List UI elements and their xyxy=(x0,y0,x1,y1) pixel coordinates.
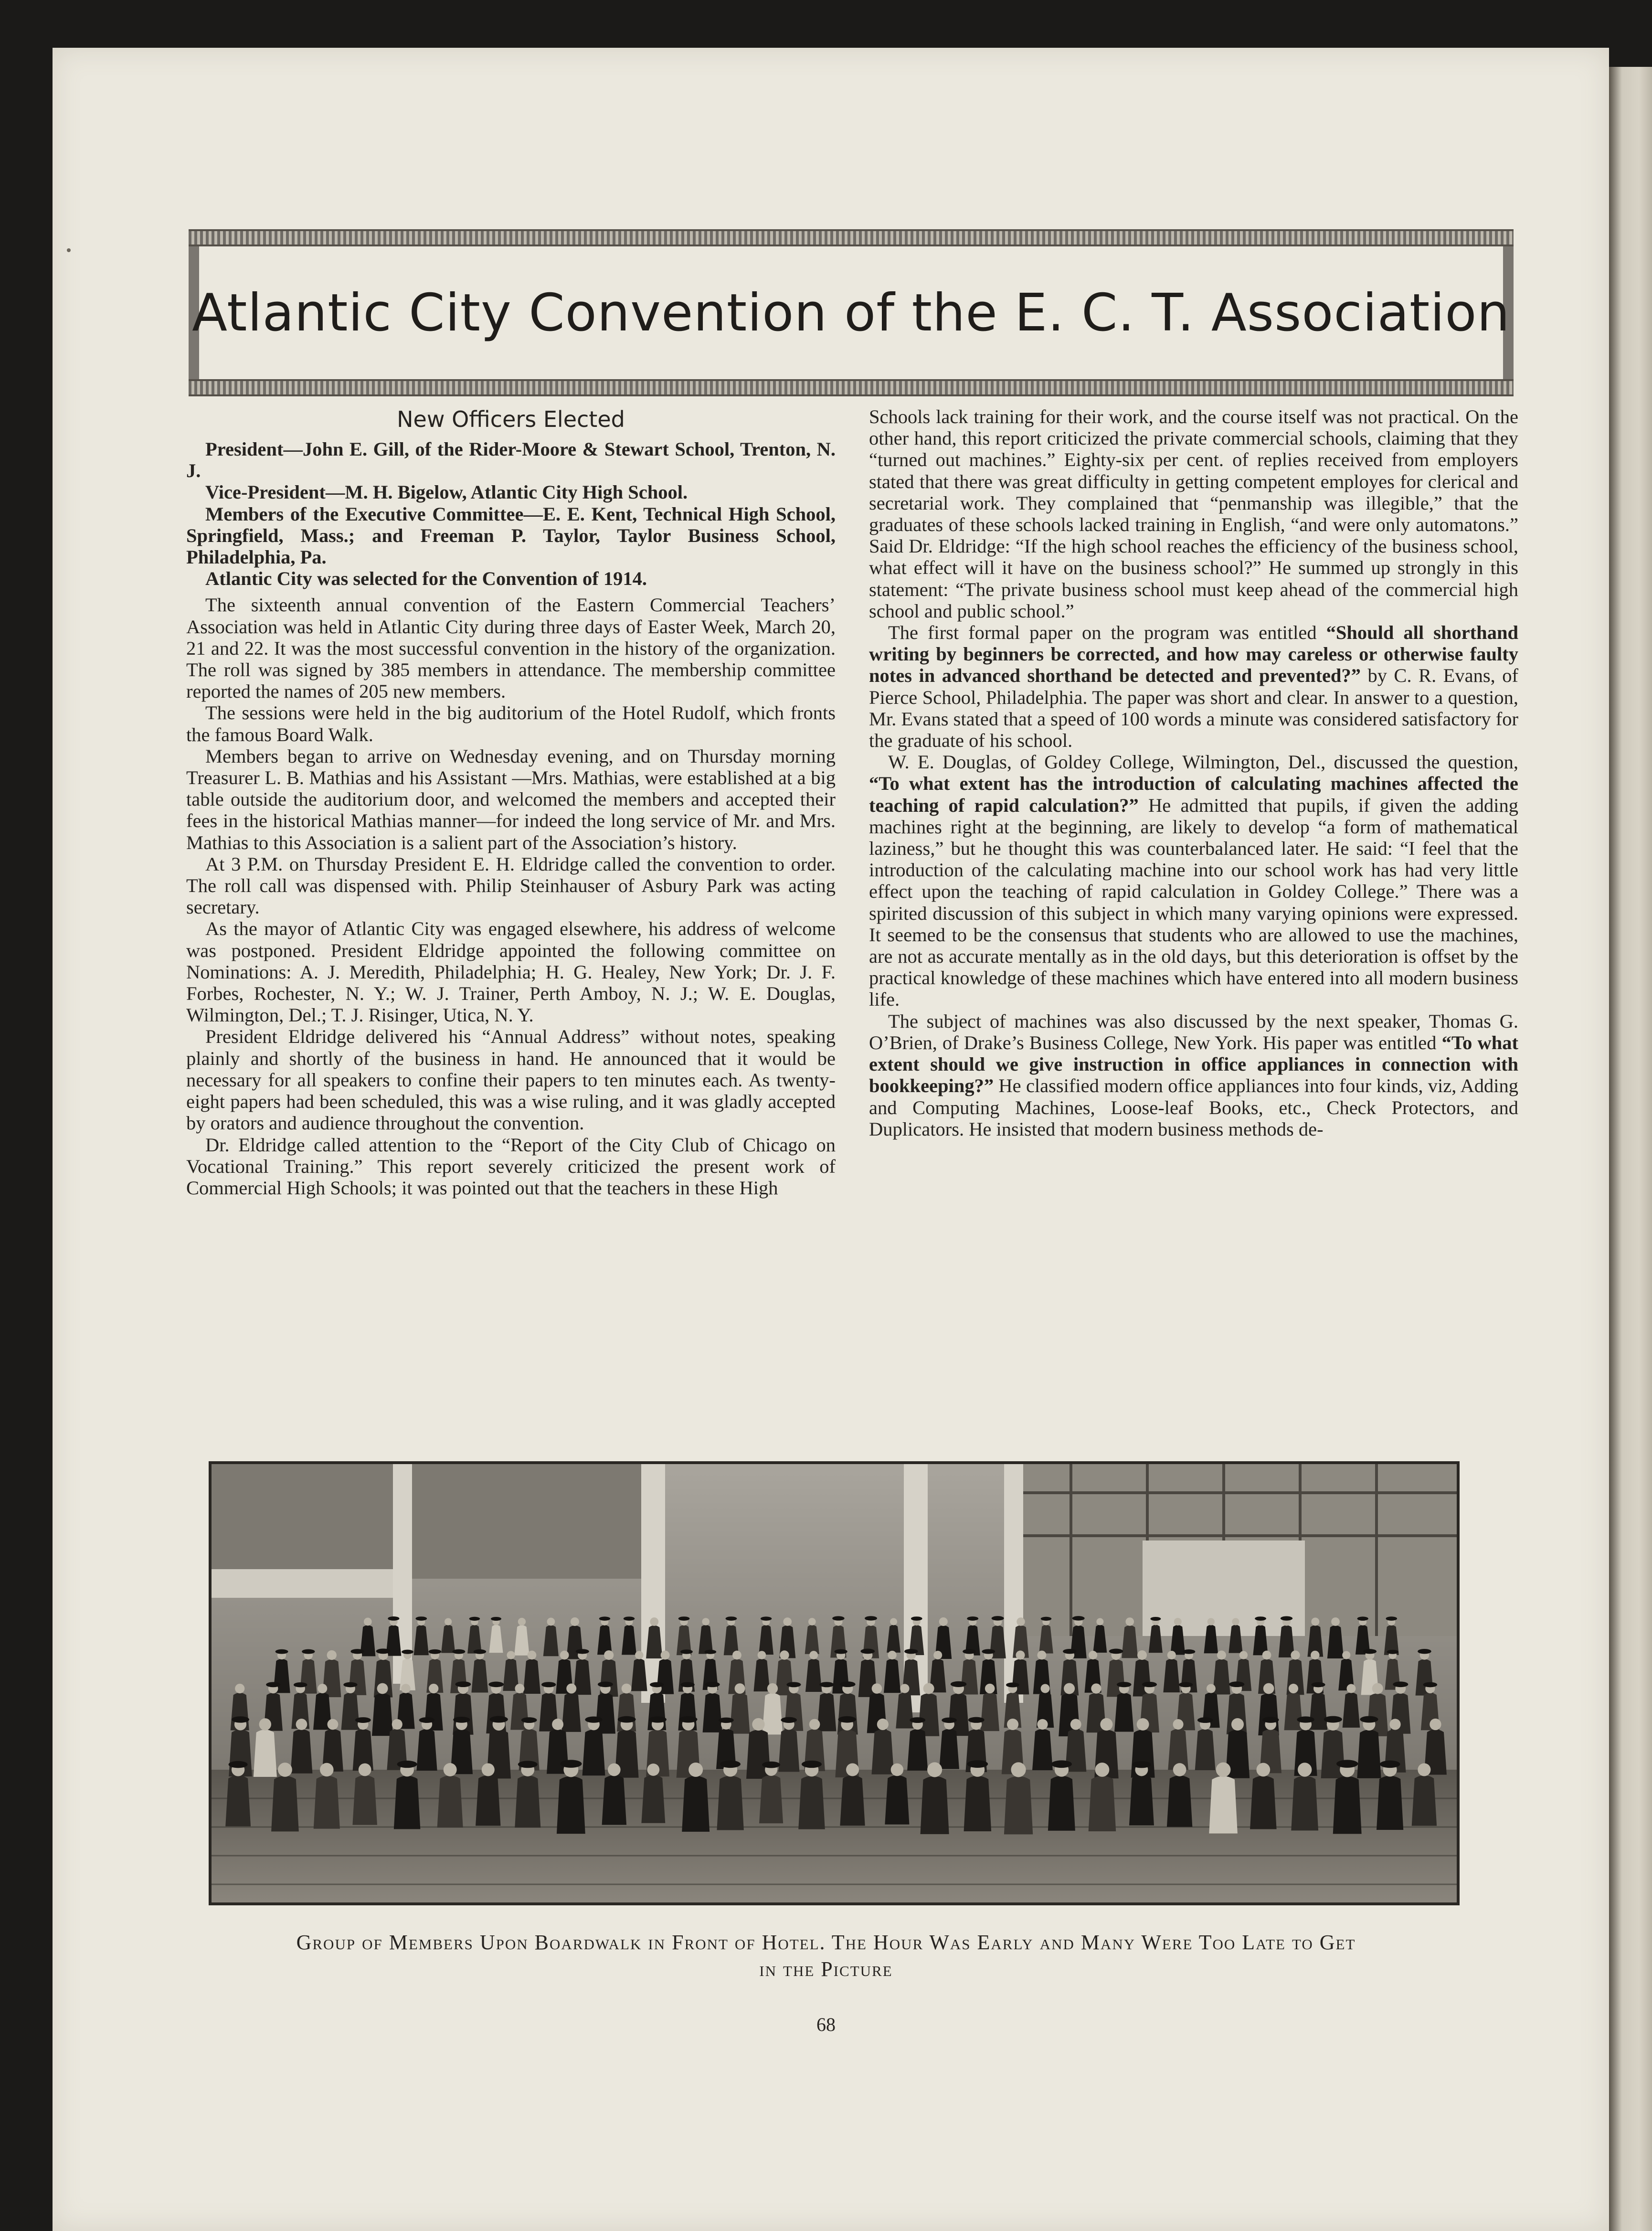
crowd-figure-head xyxy=(1207,1684,1216,1693)
crowd-figure-head xyxy=(1239,1651,1248,1659)
crowd-figure-head xyxy=(1173,1763,1186,1776)
paragraph-text: He classified modern office appliances into four kinds, viz, Adding and Computing Machines, Loose-leaf Books, etc., Check Protectors, and Duplicators. He insisted that modern business methods de- xyxy=(869,1075,1518,1140)
crowd-figure-hat xyxy=(840,1681,856,1687)
paragraph-text: The first formal paper on the program was entitled xyxy=(888,622,1326,644)
crowd-figure-head xyxy=(1017,1617,1025,1625)
crowd-figure-body xyxy=(437,1775,463,1827)
crowd-figure-head xyxy=(1389,1719,1400,1730)
crowd-figure-hat xyxy=(963,1649,976,1654)
paper-title-shorthand: “Should all shorthand writing by beginners be corrected, and how may careless or otherwise faulty notes in advanced shorthand be detected and prevented?” xyxy=(869,622,1518,687)
title-banner xyxy=(189,229,1514,396)
crowd-figure-body xyxy=(1114,1693,1133,1732)
crowd-figure-hat xyxy=(266,1682,280,1687)
crowd-figure-body xyxy=(254,1730,277,1777)
crowd-figure-hat xyxy=(680,1649,693,1654)
crowd-figure-head xyxy=(1041,1684,1050,1693)
crowd-figure-head xyxy=(259,1718,271,1730)
crowd-figure-body xyxy=(341,1693,360,1730)
crowd-figure-hat xyxy=(1262,1717,1279,1723)
paragraph-text: The subject of machines was also discussed by the next speaker, Thomas G. O’Brien, of Drake’s Business College, New York. His paper was entitled xyxy=(869,1010,1518,1053)
crowd-figure-hat xyxy=(343,1682,357,1688)
crowd-figure-head xyxy=(1216,1763,1231,1777)
crowd-figure-head xyxy=(933,1651,942,1659)
crowd-figure-head xyxy=(1217,1650,1226,1659)
crowd-figure-head xyxy=(661,1651,670,1660)
crowd-figure-hat xyxy=(541,1682,556,1687)
crowd-figure-hat xyxy=(1255,1616,1266,1621)
crowd-figure-head xyxy=(1430,1719,1441,1730)
paragraph-text: W. E. Douglas, of Goldey College, Wilmington, Del., discussed the question, xyxy=(888,751,1518,773)
crowd-figure-body xyxy=(730,1693,750,1733)
crowd-figure-body xyxy=(416,1729,437,1771)
crowd-figure-hat xyxy=(598,1681,613,1687)
crowd-figure-head xyxy=(1256,1763,1270,1777)
crowd-figure-hat xyxy=(232,1716,249,1722)
crowd-figure-head xyxy=(552,1719,563,1730)
crowd-figure-hat xyxy=(624,1616,635,1621)
crowd-figure-hat xyxy=(650,1682,664,1688)
body-paragraph: As the mayor of Atlantic City was engaged elsewhere, his address of welcome was postponed. President Eldridge appointed the following committee on Nominations: A. J. Meredith, Philadelphia; H. G. Healey, New York; Dr. J. F. Forbes, Rochester, N. Y.; W. J. Trainer, Perth Amboy, N. J.; W. E. Douglas, Wilmington, Del.; T. J. Risinger, Utica, N. Y. xyxy=(186,918,836,1026)
paragraph-text: by C. R. Evans, of Pierce School, Philadelphia. The paper was short and clear. In answer to a question, Mr. Evans stated that a speed of 100 words a minute was considered satisfactory for the graduate of his school. xyxy=(869,665,1518,752)
paper-title-calculating-machines: “To what extent has the introduction of calculating machines affected the teaching of rapid calculation?” xyxy=(869,773,1518,816)
crowd-figure-hat xyxy=(951,1681,967,1687)
crowd-figure-head xyxy=(1095,1763,1110,1777)
body-paragraph: The sessions were held in the big auditorium of the Hotel Rudolf, which fronts the famous Board Walk. xyxy=(186,702,836,745)
body-paragraph xyxy=(869,622,1518,751)
crowd-figure-head xyxy=(1174,1618,1182,1625)
crowd-figure-hat xyxy=(705,1682,720,1687)
crowd-figure-body xyxy=(394,1775,420,1829)
crowd-figure-hat xyxy=(488,1682,504,1688)
crowd-figure-body xyxy=(641,1775,665,1823)
crowd-figure-head xyxy=(1100,1718,1112,1731)
crowd-figure-head xyxy=(635,1651,643,1659)
crowd-figure-hat xyxy=(585,1717,602,1723)
crowd-figure-head xyxy=(235,1684,244,1693)
crowd-figure-hat xyxy=(1297,1716,1314,1722)
crowd-figure-head xyxy=(528,1651,537,1660)
crowd-figure-head xyxy=(445,1618,452,1625)
crowd-figure-head xyxy=(1372,1683,1383,1694)
crowd-figure-hat xyxy=(726,1616,737,1621)
crowd-figure-head xyxy=(507,1651,515,1659)
crowd-figure-hat xyxy=(350,1649,364,1654)
crowd-figure-head xyxy=(732,1651,741,1660)
crowd-figure-head xyxy=(328,1719,339,1730)
body-paragraph: Dr. Eldridge called attention to the “Report of the City Club of Chicago on Vocational Training.” This report severely criticized the present work of Commercial High Schools; it was pointed out that the teachers in these High xyxy=(186,1134,836,1199)
crowd-figure-head xyxy=(1064,1683,1075,1694)
crowd-figure-body xyxy=(682,1776,710,1832)
crowd-figure-body xyxy=(872,1729,894,1774)
crowd-figure-hat xyxy=(967,1760,988,1768)
crowd-figure-hat xyxy=(865,1616,877,1620)
crowd-figure-head xyxy=(1016,1650,1025,1659)
crowd-figure-head xyxy=(1262,1651,1271,1660)
crowd-figure-body xyxy=(582,1730,605,1775)
crowd-figure-head xyxy=(688,1763,703,1777)
crowd-figure-body xyxy=(1250,1775,1277,1829)
crowd-figure-hat xyxy=(1336,1760,1358,1768)
crowd-figure-body xyxy=(271,1776,299,1831)
crowd-figure-head xyxy=(783,1617,792,1626)
crowd-figure-body xyxy=(225,1775,251,1827)
crowd-figure-hat xyxy=(474,1649,487,1654)
crowd-figure-head xyxy=(1096,1618,1103,1625)
crowd-figure-head xyxy=(985,1684,995,1694)
crowd-figure-head xyxy=(891,1764,903,1776)
crowd-figure-head xyxy=(1007,1719,1018,1730)
crowd-figure-head xyxy=(1173,1719,1184,1730)
crowd-figure-hat xyxy=(1393,1681,1408,1687)
left-column xyxy=(186,406,836,1199)
crowd-figure-head xyxy=(444,1763,457,1776)
caption-line: in the Picture xyxy=(759,1957,893,1981)
crowd-figure-hat xyxy=(1418,1649,1431,1654)
crowd-figure-hat xyxy=(910,1717,925,1723)
crowd-figure-head xyxy=(320,1763,334,1777)
article-title: Atlantic City Convention of the E. C. T. Association xyxy=(192,283,1510,343)
crowd-figure-hat xyxy=(904,1649,918,1654)
crowd-figure-hat xyxy=(992,1616,1004,1620)
crowd-figure-hat xyxy=(376,1648,391,1654)
crowd-figure-hat xyxy=(599,1616,610,1621)
crowd-figure-hat xyxy=(402,1650,413,1654)
crowd-figure-body xyxy=(885,1775,909,1824)
title-banner-top-border xyxy=(189,229,1514,246)
crowd-figure-body xyxy=(703,1693,722,1732)
crowd-figure-body xyxy=(939,1729,959,1769)
crowd-figure-hat xyxy=(469,1617,480,1621)
title-banner-bottom-border xyxy=(189,379,1514,396)
crowd-figure-head xyxy=(923,1683,934,1694)
crowd-figure-hat xyxy=(1150,1617,1161,1621)
crowd-figure-hat xyxy=(618,1716,636,1723)
crowd-figure-head xyxy=(1089,1651,1097,1659)
body-paragraph: Members began to arrive on Wednesday evening, and on Thursday morning Treasurer L. B. Mathias and his Assistant —Mrs. Mathias, were established at a big table outside the auditorium door, and welcomed the members and accepted their fees in the historical Mathias manner—for indeed the long service of Mr. and Mrs. Mathias to this Association is a salient part of the Association’s history. xyxy=(186,745,836,853)
crowd-figure-hat xyxy=(832,1616,844,1620)
page-number: 68 xyxy=(816,2014,836,2035)
crowd-figure-body xyxy=(1209,1776,1238,1833)
crowd-figure-head xyxy=(1207,1618,1215,1625)
crowd-figure-head xyxy=(890,1618,897,1625)
crowd-figure-hat xyxy=(838,1716,856,1723)
crowd-figure-head xyxy=(482,1763,495,1776)
crowd-figure-head xyxy=(1070,1719,1081,1730)
crowd-figure-hat xyxy=(428,1649,441,1654)
crowd-figure-hat xyxy=(1363,1649,1377,1654)
crowd-figure-head xyxy=(571,1617,579,1626)
crowd-figure-body xyxy=(762,1693,783,1735)
crowd-figure-hat xyxy=(1117,1682,1132,1687)
crowd-figure-body xyxy=(1032,1729,1053,1771)
crowd-figure-body xyxy=(1291,1776,1318,1831)
next-page-edge xyxy=(1609,67,1652,2231)
crowd-figure-hat xyxy=(649,1716,667,1722)
crowd-figure-body xyxy=(314,1775,340,1828)
crowd-figure-head xyxy=(1342,1651,1350,1659)
crowd-figure-hat xyxy=(1132,1761,1151,1768)
crowd-figure-hat xyxy=(705,1650,717,1654)
crowd-figure-head xyxy=(767,1683,778,1694)
crowd-figure-body xyxy=(476,1775,500,1826)
crowd-figure-head xyxy=(809,1719,820,1730)
crowd-figure-head xyxy=(1011,1762,1026,1777)
officer-vice-president: Vice-President—M. H. Bigelow, Atlantic City High School. xyxy=(205,481,688,503)
crowd-figure-head xyxy=(278,1763,292,1777)
crowd-figure-hat xyxy=(275,1649,288,1654)
crowd-figure-body xyxy=(1412,1775,1437,1826)
crowd-figure-hat xyxy=(452,1649,465,1654)
crowd-figure-head xyxy=(1091,1683,1101,1693)
crowd-figure-head xyxy=(1311,1618,1319,1626)
crowd-figure-hat xyxy=(1357,1616,1368,1620)
crowd-figure-hat xyxy=(415,1616,427,1621)
crowd-figure-body xyxy=(1309,1693,1328,1730)
crowd-figure-hat xyxy=(1041,1617,1052,1621)
crowd-figure-head xyxy=(809,1651,818,1659)
body-paragraph: At 3 P.M. on Thursday President E. H. Eldridge called the convention to order. The roll call was dispensed with. Philip Steinhauser of Asbury Park was acting secretary. xyxy=(186,853,836,918)
crowd-figure-hat xyxy=(1179,1682,1193,1688)
crowd-figure-head xyxy=(401,1684,411,1693)
crowd-figure-body xyxy=(1377,1776,1403,1830)
crowd-figure-hat xyxy=(1324,1716,1342,1723)
officer-executive-committee: Members of the Executive Committee—E. E. Kent, Technical High School, Springfield, Mass.; and Freeman P. Taylor, Taylor Business School, Philadelphia, Pa. xyxy=(186,503,836,568)
crowd-figure-body xyxy=(817,1693,837,1731)
crowd-figure-head xyxy=(364,1618,372,1626)
crowd-figure-body xyxy=(778,1729,799,1772)
group-photograph xyxy=(209,1461,1460,1905)
crowd-figure-hat xyxy=(835,1649,847,1654)
crowd-figure-hat xyxy=(968,1717,985,1723)
crowd-figure-hat xyxy=(419,1717,435,1723)
crowd-figure-hat xyxy=(576,1649,589,1654)
crowd-figure-head xyxy=(1232,1618,1239,1625)
group-photo-illustration xyxy=(212,1464,1457,1902)
crowd-figure-hat xyxy=(491,1617,501,1621)
crowd-figure-head xyxy=(622,1684,632,1694)
crowd-figure-head xyxy=(752,1718,764,1731)
crowd-figure-body xyxy=(921,1776,949,1834)
crowd-figure-head xyxy=(939,1617,948,1626)
crowd-figure-body xyxy=(1089,1776,1116,1831)
page-speck xyxy=(67,248,71,252)
right-column xyxy=(869,406,1518,1140)
crowd-figure-hat xyxy=(1109,1649,1123,1654)
crowd-figure-head xyxy=(1289,1684,1298,1693)
crowd-figure-head xyxy=(1311,1651,1320,1660)
crowd-figure-head xyxy=(560,1651,569,1660)
crowd-figure-head xyxy=(327,1650,337,1660)
crowd-figure-hat xyxy=(1063,1649,1077,1654)
crowd-figure-hat xyxy=(719,1718,734,1723)
crowd-figure-head xyxy=(780,1650,789,1659)
crowd-figure-head xyxy=(808,1618,816,1625)
crowd-figure-body xyxy=(1333,1776,1362,1834)
crowd-figure-head xyxy=(1125,1617,1134,1626)
crowd-figure-hat xyxy=(761,1616,772,1620)
crowd-figure-hat xyxy=(819,1682,834,1687)
officer-president: President—John E. Gill, of the Rider-Moore & Stewart School, Trenton, N. J. xyxy=(186,438,836,482)
crowd-figure-head xyxy=(429,1684,438,1693)
crowd-figure-head xyxy=(735,1683,745,1694)
crowd-figure-body xyxy=(759,1775,783,1823)
crowd-figure-head xyxy=(647,1764,659,1776)
body-paragraph: President Eldridge delivered his “Annual Address” without notes, speaking plainly and shortly of the business in hand. He announced that it would be necessary for all speakers to confine their papers to ten minutes each. As twenty-eight papers had been scheduled, this was a wise ruling, and it was gladly accepted by orators and audience throughout the convention. xyxy=(186,1026,836,1134)
crowd-figure-body xyxy=(798,1775,825,1829)
crowd-figure-head xyxy=(392,1719,402,1730)
crowd-figure-hat xyxy=(355,1717,371,1723)
body-paragraph xyxy=(869,751,1518,1010)
crowd-figure-head xyxy=(650,1617,658,1626)
crowd-figure-head xyxy=(927,1762,942,1777)
crowd-figure-hat xyxy=(982,1649,995,1654)
crowd-figure-head xyxy=(1331,1617,1340,1626)
crowd-figure-hat xyxy=(802,1761,822,1768)
crowd-figure-hat xyxy=(786,1682,801,1687)
crowd-figure-head xyxy=(1263,1683,1274,1694)
crowd-figure-body xyxy=(557,1776,585,1834)
body-paragraph: The sixteenth annual convention of the Eastern Commercial Teachers’ Association was held in Atlantic City during three days of Easter Week, March 20, 21 and 22. It was the most successful convention in the history of the organization. The roll was signed by 385 members in attendance. The membership committee reported the names of 205 new members. xyxy=(186,594,836,702)
crowd-figure-head xyxy=(359,1764,371,1776)
crowd-figure-head xyxy=(758,1651,766,1659)
crowd-figure-hat xyxy=(1360,1716,1378,1723)
crowd-figure-body xyxy=(840,1775,865,1826)
crowd-figure-body xyxy=(964,1776,992,1831)
photo-caption xyxy=(143,1929,1509,1983)
crowd-figure-head xyxy=(296,1719,307,1730)
crowd-figure-hat xyxy=(302,1649,315,1654)
crowd-figure-head xyxy=(1137,1718,1149,1731)
crowd-figure-hat xyxy=(1006,1682,1019,1687)
crowd-figure-hat xyxy=(294,1682,307,1687)
crowd-figure-hat xyxy=(781,1717,797,1723)
crowd-figure-head xyxy=(900,1684,909,1693)
crowd-figure-hat xyxy=(860,1648,875,1654)
crowd-figure-head xyxy=(888,1651,896,1659)
crowd-figure-hat xyxy=(1197,1717,1213,1723)
crowd-figure-hat xyxy=(678,1616,690,1621)
crowd-figure-head xyxy=(515,1684,524,1693)
crowd-figure-body xyxy=(1048,1776,1075,1831)
crowd-figure-head xyxy=(518,1618,526,1625)
crowd-figure-head xyxy=(318,1684,327,1693)
crowd-figure-hat xyxy=(1311,1682,1325,1688)
crowd-figure-head xyxy=(1231,1718,1244,1731)
crowd-figure-body xyxy=(980,1693,999,1731)
crowd-figure-hat xyxy=(1387,1650,1398,1654)
crowd-figure-hat xyxy=(489,1716,508,1723)
crowd-figure-body xyxy=(1343,1692,1360,1728)
crowd-figure-head xyxy=(1038,1651,1047,1660)
crowd-figure-hat xyxy=(1386,1616,1397,1621)
crowd-figure-body xyxy=(1129,1775,1154,1826)
crowd-figure-hat xyxy=(679,1716,698,1723)
crowd-figure-body xyxy=(602,1775,627,1825)
crowd-figure-hat xyxy=(911,1616,922,1621)
crowd-figure-hat xyxy=(455,1681,471,1687)
crowd-figure-hat xyxy=(942,1718,957,1723)
crowd-figure-head xyxy=(377,1683,388,1694)
crowd-figure-head xyxy=(608,1764,621,1776)
crowd-figure-body xyxy=(896,1692,913,1728)
crowd-figure-hat xyxy=(1142,1682,1157,1687)
crowd-figure-head xyxy=(547,1618,555,1626)
crowd-figure-hat xyxy=(1423,1682,1438,1688)
crowd-figure-hat xyxy=(762,1762,780,1768)
paper-title-office-appliances: “To what extent should we give instruction in office appliances in connection with bookkeeping?” xyxy=(869,1031,1518,1097)
crowd-figure-body xyxy=(561,1693,581,1732)
crowd-figure-head xyxy=(566,1684,576,1694)
crowd-figure-body xyxy=(515,1775,540,1827)
crowd-figure-head xyxy=(1291,1650,1300,1659)
crowd-figure-hat xyxy=(967,1616,978,1621)
crowd-figure-body xyxy=(372,1693,393,1736)
crowd-figure-hat xyxy=(1183,1649,1195,1654)
crowd-figure-head xyxy=(872,1683,882,1694)
crowd-figure-hat xyxy=(388,1616,399,1621)
crowd-figure-hat xyxy=(1072,1616,1085,1620)
crowd-figure-body xyxy=(1167,1775,1192,1827)
crowd-figure-body xyxy=(352,1775,377,1825)
crowd-figure-hat xyxy=(453,1717,470,1723)
body-paragraph: Schools lack training for their work, and the course itself was not practical. On the other hand, this report criticized the private commercial schools, claiming that they “turned out machines.” Eighty-six per cent. of replies received from employers stated that there was great difficulty in getting competent employes for clerical and secretarial work. They complained that “penmanship was illegible,” that the graduates of these schools lacked training in English, “and were only automatons.” Said Dr. Eldridge: “If the high school reaches the efficiency of the business school, what effect will it have on the business school?” He summed up strongly in this statement: “The private business school must keep ahead of the commercial high school and public school.” xyxy=(869,406,1518,622)
crowd-figure-head xyxy=(1037,1719,1048,1730)
crowd-figure-body xyxy=(291,1729,313,1773)
crowd-figure-hat xyxy=(397,1761,417,1768)
body-paragraph xyxy=(869,1010,1518,1140)
crowd-figure-body xyxy=(1195,1729,1216,1770)
crowd-figure-head xyxy=(1347,1684,1356,1693)
crowd-figure-hat xyxy=(1051,1760,1072,1768)
crowd-figure-body xyxy=(717,1776,743,1830)
crowd-figure-body xyxy=(1357,1730,1381,1778)
crowd-figure-hat xyxy=(1229,1681,1244,1687)
officers-subhead: New Officers Elected xyxy=(397,406,625,432)
crowd-figure-hat xyxy=(229,1761,248,1768)
crowd-figure-head xyxy=(1137,1650,1147,1660)
crowd-figure-hat xyxy=(720,1761,741,1768)
caption-line: Group of Members Upon Boardwalk in Front of Hotel. The Hour Was Early and Many Were Too Late to Get xyxy=(296,1931,1356,1954)
crowd-figure-hat xyxy=(560,1760,582,1768)
crowd-figure-head xyxy=(604,1650,614,1660)
crowd-figure-hat xyxy=(1380,1761,1400,1768)
crowd-figure-head xyxy=(702,1618,710,1625)
crowd-figure-hat xyxy=(1281,1616,1292,1620)
crowd-figure-head xyxy=(1298,1763,1312,1776)
crowd-figure-hat xyxy=(680,1682,695,1688)
crowd-figure-hat xyxy=(521,1717,537,1723)
crowd-figure-head xyxy=(877,1719,889,1730)
crowd-figure-head xyxy=(1418,1763,1430,1776)
crowd-figure-body xyxy=(1004,1776,1033,1835)
crowd-figure-head xyxy=(846,1763,859,1776)
paragraph-text: He admitted that pupils, if given the adding machines right at the beginning, are likely to develop “a form of mathematical laziness,” but he thought this was counterbalanced later. He said: “I feel that the introduction of the calculating machine into our school work has had very little effect upon the teaching of rapid calculation in Goldey College.” There was a spirited discussion of this subject in which many varying opinions were expressed. It seemed to be the consensus that students who are allowed to use the machines, are not as accurate mentally as in the old days, but this deterioration is offset by the practical knowledge of these machines which have entered into all modern business life. xyxy=(869,794,1518,1010)
next-convention-note: Atlantic City was selected for the Convention of 1914. xyxy=(205,568,647,590)
crowd-figure-hat xyxy=(518,1761,538,1768)
crowd-figure-head xyxy=(1167,1651,1176,1659)
crowd-figure-body xyxy=(907,1729,928,1771)
